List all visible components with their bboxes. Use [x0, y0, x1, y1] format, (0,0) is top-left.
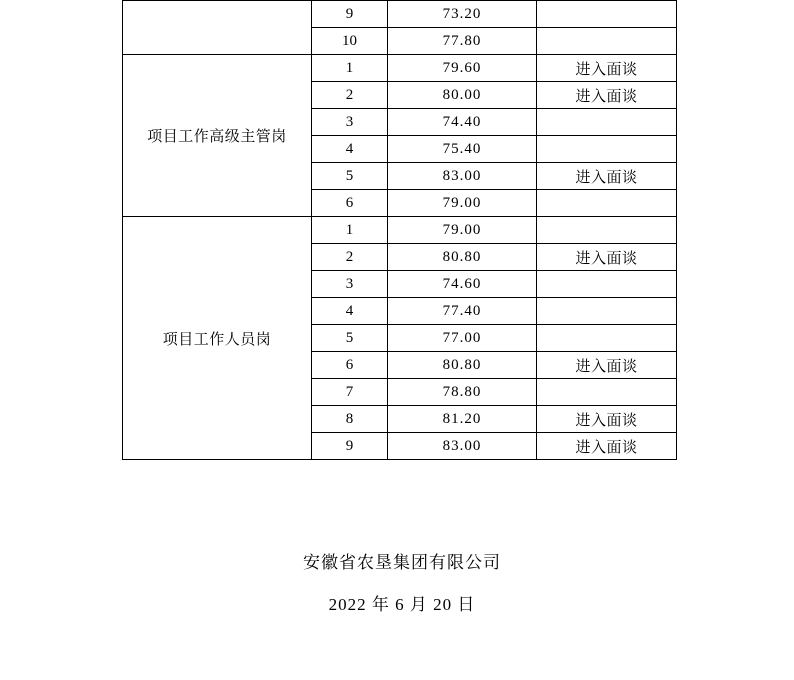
score-cell: 80.80	[388, 244, 537, 271]
rank-cell: 5	[312, 163, 388, 190]
post-cell	[123, 1, 312, 55]
score-cell: 78.80	[388, 379, 537, 406]
table-body	[123, 1, 677, 460]
note-cell: 进入面谈	[537, 82, 677, 109]
note-cell	[537, 28, 677, 55]
rank-cell: 6	[312, 190, 388, 217]
score-cell: 79.60	[388, 55, 537, 82]
rank-cell: 3	[312, 109, 388, 136]
score-cell: 83.00	[388, 433, 537, 460]
rank-cell: 4	[312, 298, 388, 325]
rank-cell: 8	[312, 406, 388, 433]
note-cell: 进入面谈	[537, 163, 677, 190]
note-cell	[537, 109, 677, 136]
signature-date-line	[0, 590, 794, 615]
rank-cell: 5	[312, 325, 388, 352]
note-cell: 进入面谈	[537, 55, 677, 82]
note-cell	[537, 298, 677, 325]
rank-cell: 4	[312, 136, 388, 163]
score-cell: 73.20	[388, 1, 537, 28]
note-cell	[537, 1, 677, 28]
post-cell: 项目工作人员岗	[123, 217, 312, 460]
note-cell: 进入面谈	[537, 433, 677, 460]
table-row	[123, 55, 677, 82]
rank-cell: 9	[312, 1, 388, 28]
rank-cell: 6	[312, 352, 388, 379]
table-row	[123, 217, 677, 244]
rank-cell: 3	[312, 271, 388, 298]
score-cell: 77.00	[388, 325, 537, 352]
note-cell	[537, 217, 677, 244]
rank-cell: 2	[312, 244, 388, 271]
note-cell: 进入面谈	[537, 406, 677, 433]
note-cell	[537, 325, 677, 352]
exam-results-table	[122, 0, 677, 460]
table-row	[123, 1, 677, 28]
note-cell: 进入面谈	[537, 244, 677, 271]
score-cell: 83.00	[388, 163, 537, 190]
score-cell: 79.00	[388, 217, 537, 244]
note-cell	[537, 136, 677, 163]
score-cell: 81.20	[388, 406, 537, 433]
rank-cell: 1	[312, 55, 388, 82]
note-cell: 进入面谈	[537, 352, 677, 379]
score-cell: 80.00	[388, 82, 537, 109]
score-cell: 79.00	[388, 190, 537, 217]
rank-cell: 2	[312, 82, 388, 109]
rank-cell: 7	[312, 379, 388, 406]
note-cell	[537, 190, 677, 217]
signature-organization-line	[0, 548, 794, 573]
score-cell: 74.40	[388, 109, 537, 136]
signature-organization: 安徽省农垦集团有限公司	[303, 553, 501, 572]
score-cell: 80.80	[388, 352, 537, 379]
score-cell: 75.40	[388, 136, 537, 163]
post-cell: 项目工作高级主管岗	[123, 55, 312, 217]
signature-date: 2022 年 6 月 20 日	[328, 595, 476, 614]
rank-cell: 9	[312, 433, 388, 460]
rank-cell: 10	[312, 28, 388, 55]
note-cell	[537, 379, 677, 406]
score-cell: 77.40	[388, 298, 537, 325]
score-cell: 74.60	[388, 271, 537, 298]
score-cell: 77.80	[388, 28, 537, 55]
rank-cell: 1	[312, 217, 388, 244]
note-cell	[537, 271, 677, 298]
